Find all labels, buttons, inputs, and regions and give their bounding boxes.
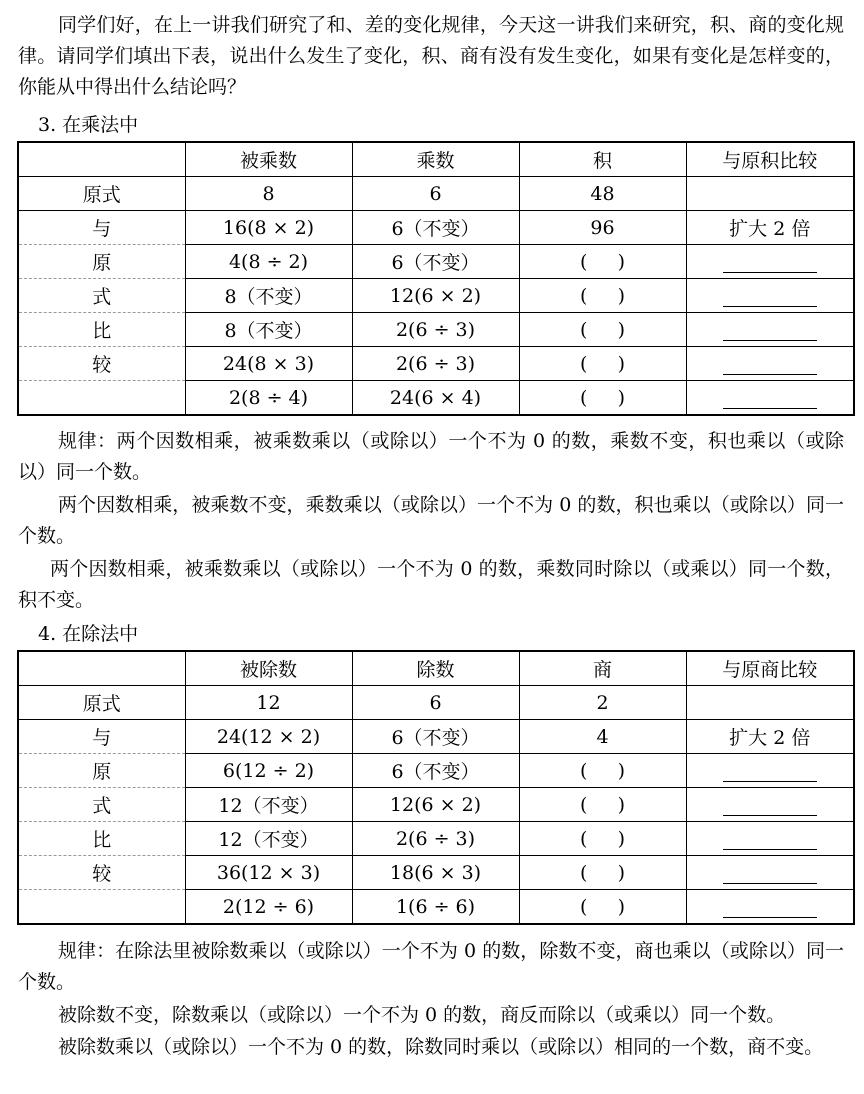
answer-cell[interactable] [686, 279, 854, 313]
answer-blank[interactable] [723, 795, 817, 816]
answer-blank[interactable] [723, 286, 817, 307]
answer-blank[interactable] [723, 388, 817, 409]
answer-cell[interactable] [686, 381, 854, 416]
blank-paren-cell: ( ) [519, 788, 686, 822]
row-label: 比 [18, 313, 185, 347]
table-cell: 24(12 × 2) [185, 720, 352, 754]
division-rule-1: 规律：在除法里被除数乘以（或除以）一个不为 0 的数，除数不变，商也乘以（或除以）同一个数。 [18, 940, 844, 993]
answer-cell[interactable] [686, 856, 854, 890]
row-label: 较 [18, 347, 185, 381]
section3-title: 3. 在乘法中 [38, 114, 139, 136]
table-cell: 2(6 ÷ 3) [352, 347, 519, 381]
blank-paren-cell: ( ) [519, 381, 686, 416]
table-cell: 扩大 2 倍 [686, 211, 854, 245]
table-cell: 48 [519, 177, 686, 211]
row-label: 较 [18, 856, 185, 890]
answer-blank[interactable] [723, 252, 817, 273]
table-row [18, 177, 854, 211]
division-table [17, 650, 855, 925]
table-cell: 6（不变） [352, 245, 519, 279]
row-label: 式 [18, 279, 185, 313]
table-cell: 12（不变） [185, 788, 352, 822]
table-cell [686, 177, 854, 211]
table-cell: 6（不变） [352, 211, 519, 245]
answer-blank[interactable] [723, 829, 817, 850]
table-cell: 4 [519, 720, 686, 754]
multiplication-rule-2: 两个因数相乘，被乘数不变，乘数乘以（或除以）一个不为 0 的数，积也乘以（或除以）同一个数。 [18, 494, 844, 547]
answer-cell[interactable] [686, 245, 854, 279]
answer-cell[interactable] [686, 347, 854, 381]
table-row [18, 279, 854, 313]
header-cell: 商 [519, 651, 686, 686]
header-cell: 被乘数 [185, 142, 352, 177]
table-cell: 18(6 × 3) [352, 856, 519, 890]
row-label: 式 [18, 788, 185, 822]
table-row [18, 686, 854, 720]
answer-cell[interactable] [686, 890, 854, 925]
table-cell: 2(6 ÷ 3) [352, 822, 519, 856]
table-row [18, 788, 854, 822]
table-cell: 6（不变） [352, 754, 519, 788]
blank-paren-cell: ( ) [519, 347, 686, 381]
blank-paren-cell: ( ) [519, 313, 686, 347]
table-row [18, 890, 854, 925]
blank-paren-cell: ( ) [519, 245, 686, 279]
table-row [18, 313, 854, 347]
row-label: 原 [18, 245, 185, 279]
table-cell: 4(8 ÷ 2) [185, 245, 352, 279]
row-label: 原式 [18, 177, 185, 211]
answer-blank[interactable] [723, 761, 817, 782]
row-label: 原式 [18, 686, 185, 720]
answer-cell[interactable] [686, 754, 854, 788]
table-cell: 8（不变） [185, 313, 352, 347]
table-row [18, 347, 854, 381]
table-cell: 12(6 × 2) [352, 279, 519, 313]
table-header-row [18, 651, 854, 686]
intro-paragraph: 同学们好，在上一讲我们研究了和、差的变化规律，今天这一讲我们来研究，积、商的变化规律。请同学们填出下表，说出什么发生了变化，积、商有没有发生变化，如果有变化是怎样变的，你能从中得出什么结论吗？ [18, 14, 844, 98]
row-label: 原 [18, 754, 185, 788]
row-label [18, 890, 185, 925]
table-cell: 24(8 × 3) [185, 347, 352, 381]
table-cell: 6 [352, 177, 519, 211]
header-cell: 与原积比较 [686, 142, 854, 177]
blank-paren-cell: ( ) [519, 856, 686, 890]
row-label: 与 [18, 211, 185, 245]
answer-cell[interactable] [686, 788, 854, 822]
division-rule-3: 被除数乘以（或除以）一个不为 0 的数，除数同时乘以（或除以）相同的一个数，商不变。 [58, 1036, 824, 1058]
table-cell: 2 [519, 686, 686, 720]
answer-cell[interactable] [686, 313, 854, 347]
table-cell: 12(6 × 2) [352, 788, 519, 822]
header-cell: 与原商比较 [686, 651, 854, 686]
table-cell: 96 [519, 211, 686, 245]
blank-paren-cell: ( ) [519, 279, 686, 313]
blank-paren-cell: ( ) [519, 822, 686, 856]
blank-paren-cell: ( ) [519, 754, 686, 788]
blank-paren-cell: ( ) [519, 890, 686, 925]
header-cell: 被除数 [185, 651, 352, 686]
table-cell: 12（不变） [185, 822, 352, 856]
answer-cell[interactable] [686, 822, 854, 856]
table-row [18, 856, 854, 890]
table-header-row [18, 142, 854, 177]
table-row [18, 720, 854, 754]
header-cell: 乘数 [352, 142, 519, 177]
table-cell: 2(6 ÷ 3) [352, 313, 519, 347]
table-row [18, 211, 854, 245]
table-cell: 8 [185, 177, 352, 211]
answer-blank[interactable] [723, 320, 817, 341]
table-cell: 2(12 ÷ 6) [185, 890, 352, 925]
row-label: 与 [18, 720, 185, 754]
answer-blank[interactable] [723, 354, 817, 375]
table-cell: 24(6 × 4) [352, 381, 519, 416]
table-row [18, 754, 854, 788]
table-cell: 12 [185, 686, 352, 720]
table-cell: 2(8 ÷ 4) [185, 381, 352, 416]
header-cell: 除数 [352, 651, 519, 686]
table-cell: 6（不变） [352, 720, 519, 754]
table-row [18, 822, 854, 856]
row-label: 比 [18, 822, 185, 856]
table-cell [686, 686, 854, 720]
table-cell: 6(12 ÷ 2) [185, 754, 352, 788]
row-label [18, 381, 185, 416]
table-cell: 6 [352, 686, 519, 720]
table-cell: 36(12 × 3) [185, 856, 352, 890]
multiplication-rule-3: 两个因数相乘，被乘数乘以（或除以）一个不为 0 的数，乘数同时除以（或乘以）同一个数，积不变。 [18, 558, 844, 611]
table-cell: 16(8 × 2) [185, 211, 352, 245]
header-cell [18, 142, 185, 177]
header-cell [18, 651, 185, 686]
answer-blank[interactable] [723, 863, 817, 884]
multiplication-table [17, 141, 855, 416]
multiplication-rule-1: 规律：两个因数相乘，被乘数乘以（或除以）一个不为 0 的数，乘数不变，积也乘以（或除以）同一个数。 [18, 430, 844, 483]
header-cell: 积 [519, 142, 686, 177]
table-row [18, 245, 854, 279]
answer-blank[interactable] [723, 897, 817, 918]
table-row [18, 381, 854, 416]
table-cell: 扩大 2 倍 [686, 720, 854, 754]
division-rule-2: 被除数不变，除数乘以（或除以）一个不为 0 的数，商反而除以（或乘以）同一个数。 [58, 1004, 786, 1026]
table-cell: 8（不变） [185, 279, 352, 313]
table-cell: 1(6 ÷ 6) [352, 890, 519, 925]
section4-title: 4. 在除法中 [38, 623, 139, 645]
